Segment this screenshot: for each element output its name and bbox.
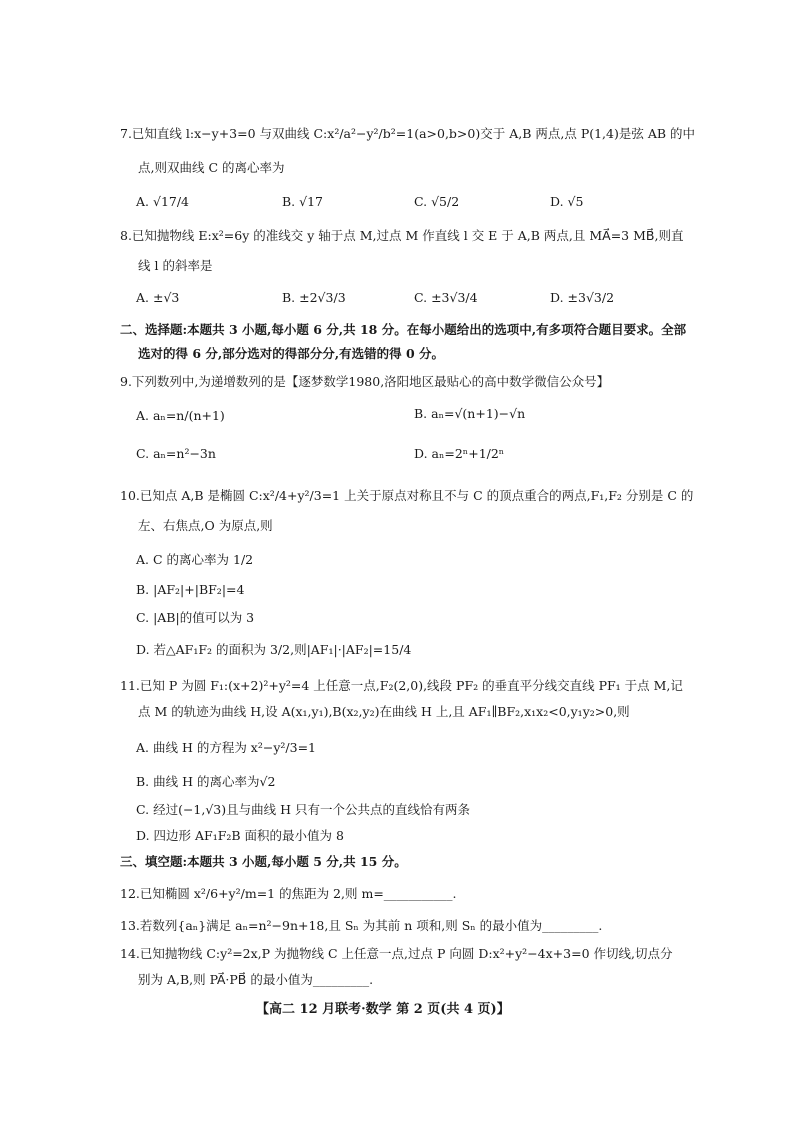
q7-stem-line1: 7.已知直线 l:x−y+3=0 与双曲线 C:x²/a²−y²/b²=1(a>0,b>0)交于 A,B 两点,点 P(1,4)是弦 AB 的中	[120, 126, 696, 141]
q10-option-b: B. |AF₂|+|BF₂|=4	[136, 582, 245, 597]
q7-option-d: D. √5	[550, 194, 584, 209]
q7-option-a: A. √17/4	[136, 194, 190, 209]
q12-stem: 12.已知椭圆 x²/6+y²/m=1 的焦距为 2,则 m=___________.	[120, 886, 457, 901]
q10-stem-line1: 10.已知点 A,B 是椭圆 C:x²/4+y²/3=1 上关于原点对称且不与 C 的顶点重合的两点,F₁,F₂ 分别是 C 的	[120, 488, 694, 503]
q11-stem-line1: 11.已知 P 为圆 F₁:(x+2)²+y²=4 上任意一点,F₂(2,0),线段 PF₂ 的垂直平分线交直线 PF₁ 于点 M,记	[120, 678, 683, 693]
q8-stem-line2: 线 l 的斜率是	[138, 258, 213, 273]
q11-stem-line2: 点 M 的轨迹为曲线 H,设 A(x₁,y₁),B(x₂,y₂)在曲线 H 上,且 AF₁∥BF₂,x₁x₂<0,y₁y₂>0,则	[138, 704, 630, 719]
q9-option-a: A. aₙ=n/(n+1)	[136, 408, 225, 423]
q10-option-d: D. 若△AF₁F₂ 的面积为 3/2,则|AF₁|·|AF₂|=15/4	[136, 642, 412, 657]
q8-option-a: A. ±√3	[136, 290, 180, 305]
q9-option-d: D. aₙ=2ⁿ+1/2ⁿ	[414, 446, 505, 461]
q11-option-d: D. 四边形 AF₁F₂B 面积的最小值为 8	[136, 828, 344, 843]
q14-stem-line1: 14.已知抛物线 C:y²=2x,P 为抛物线 C 上任意一点,过点 P 向圆 D:x²+y²−4x+3=0 作切线,切点分	[120, 946, 673, 961]
q10-stem-line2: 左、右焦点,O 为原点,则	[138, 518, 273, 533]
q7-option-c: C. √5/2	[414, 194, 460, 209]
q11-option-c: C. 经过(−1,√3)且与曲线 H 只有一个公共点的直线恰有两条	[136, 802, 470, 817]
section3-heading: 三、填空题:本题共 3 小题,每小题 5 分,共 15 分。	[120, 854, 407, 869]
q8-stem-line1: 8.已知抛物线 E:x²=6y 的准线交 y 轴于点 M,过点 M 作直线 l 交 E 于 A,B 两点,且 MA⃗=3 MB⃗,则直	[120, 228, 684, 243]
q8-option-d: D. ±3√3/2	[550, 290, 615, 305]
q13-stem: 13.若数列{aₙ}满足 aₙ=n²−9n+18,且 Sₙ 为其前 n 项和,则 Sₙ 的最小值为_________.	[120, 918, 603, 933]
page-footer: 【高二 12 月联考·数学 第 2 页(共 4 页)】	[256, 1002, 510, 1017]
q9-option-c: C. aₙ=n²−3n	[136, 446, 216, 461]
section2-heading-line2: 选对的得 6 分,部分选对的得部分分,有选错的得 0 分。	[138, 346, 445, 361]
q7-option-b: B. √17	[282, 194, 324, 209]
q9-option-b: B. aₙ=√(n+1)−√n	[414, 406, 526, 421]
q8-option-c: C. ±3√3/4	[414, 290, 478, 305]
q8-option-b: B. ±2√3/3	[282, 290, 346, 305]
q9-stem: 9.下列数列中,为递增数列的是【逐梦数学1980,洛阳地区最贴心的高中数学微信公众号】	[120, 374, 610, 389]
q11-option-b: B. 曲线 H 的离心率为√2	[136, 774, 276, 789]
q7-stem-line2: 点,则双曲线 C 的离心率为	[138, 160, 285, 175]
q10-option-a: A. C 的离心率为 1/2	[136, 552, 254, 567]
section2-heading-line1: 二、选择题:本题共 3 小题,每小题 6 分,共 18 分。在每小题给出的选项中,有多项符合题目要求。全部	[120, 322, 687, 337]
q11-option-a: A. 曲线 H 的方程为 x²−y²/3=1	[136, 740, 316, 755]
q10-option-c: C. |AB|的值可以为 3	[136, 610, 255, 625]
q14-stem-line2: 别为 A,B,则 PA⃗·PB⃗ 的最小值为_________.	[138, 972, 374, 987]
